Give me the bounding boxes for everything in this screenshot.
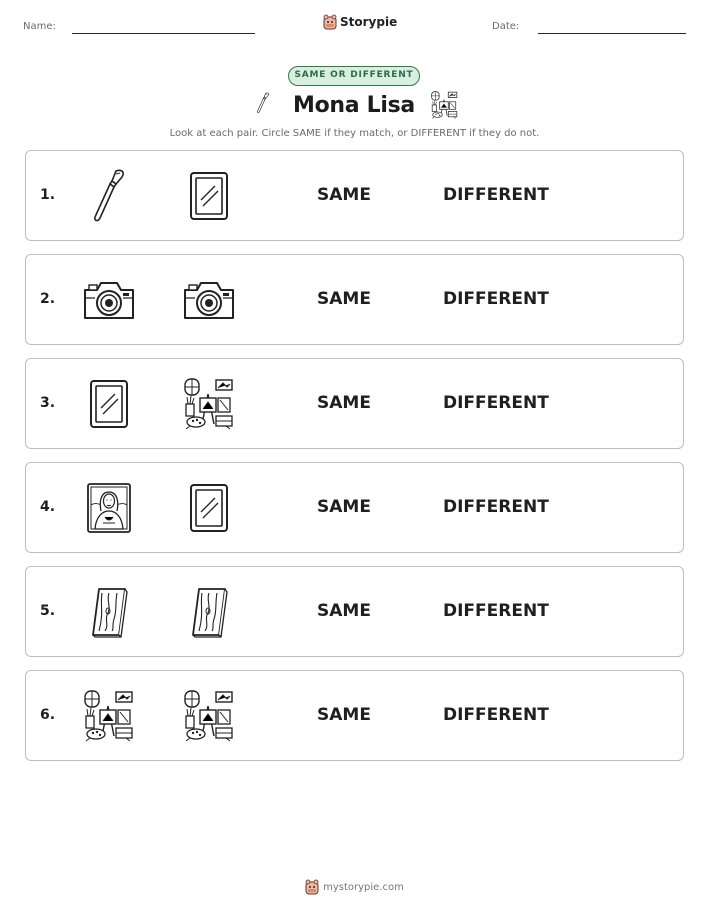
storypie-mascot-icon [323,14,337,30]
instructions: Look at each pair. Circle SAME if they match, or DIFFERENT if they do not. [169,128,540,139]
question-number: 2. [40,291,56,307]
different-option[interactable]: DIFFERENT [443,393,549,413]
question-number: 6. [40,707,56,723]
different-option[interactable]: DIFFERENT [443,185,549,205]
art-studio-icon [81,688,137,744]
worksheet-header [0,0,709,50]
date-field-line[interactable] [538,33,686,34]
date-label: Date: [492,21,520,32]
same-option[interactable]: SAME [317,289,371,309]
camera-icon [181,272,237,328]
question-number: 3. [40,395,56,411]
wood-plank-icon [181,584,237,640]
storypie-mascot-icon [305,879,319,895]
question-row [25,462,684,553]
mirror-icon [81,376,137,432]
camera-icon [81,272,137,328]
title-row [0,90,709,124]
question-row [25,670,684,761]
paintbrush-icon [255,92,271,114]
footer [0,879,709,895]
question-number: 1. [40,187,56,203]
footer-url: mystorypie.com [323,881,404,893]
name-label: Name: [23,21,56,32]
same-option[interactable]: SAME [317,185,371,205]
same-option[interactable]: SAME [317,601,371,621]
different-option[interactable]: DIFFERENT [443,705,549,725]
same-option[interactable]: SAME [317,497,371,517]
same-option[interactable]: SAME [317,705,371,725]
different-option[interactable]: DIFFERENT [443,601,549,621]
wood-plank-icon [81,584,137,640]
question-number: 4. [40,499,56,515]
same-or-different-badge: SAME OR DIFFERENT [288,66,420,86]
mirror-icon [181,480,237,536]
different-option[interactable]: DIFFERENT [443,289,549,309]
same-option[interactable]: SAME [317,393,371,413]
storypie-logo [323,14,397,30]
question-number: 5. [40,603,56,619]
question-row [25,150,684,241]
art-studio-icon [181,376,237,432]
mirror-icon [181,168,237,224]
question-row [25,566,684,657]
mona-lisa-portrait-icon [81,480,137,536]
paintbrush-icon [81,168,137,224]
art-studio-icon [430,90,459,120]
different-option[interactable]: DIFFERENT [443,497,549,517]
name-field-line[interactable] [72,33,255,34]
question-row [25,254,684,345]
question-row [25,358,684,449]
art-studio-icon [181,688,237,744]
brand-name: Storypie [340,15,398,29]
page-title: Mona Lisa [293,93,415,118]
